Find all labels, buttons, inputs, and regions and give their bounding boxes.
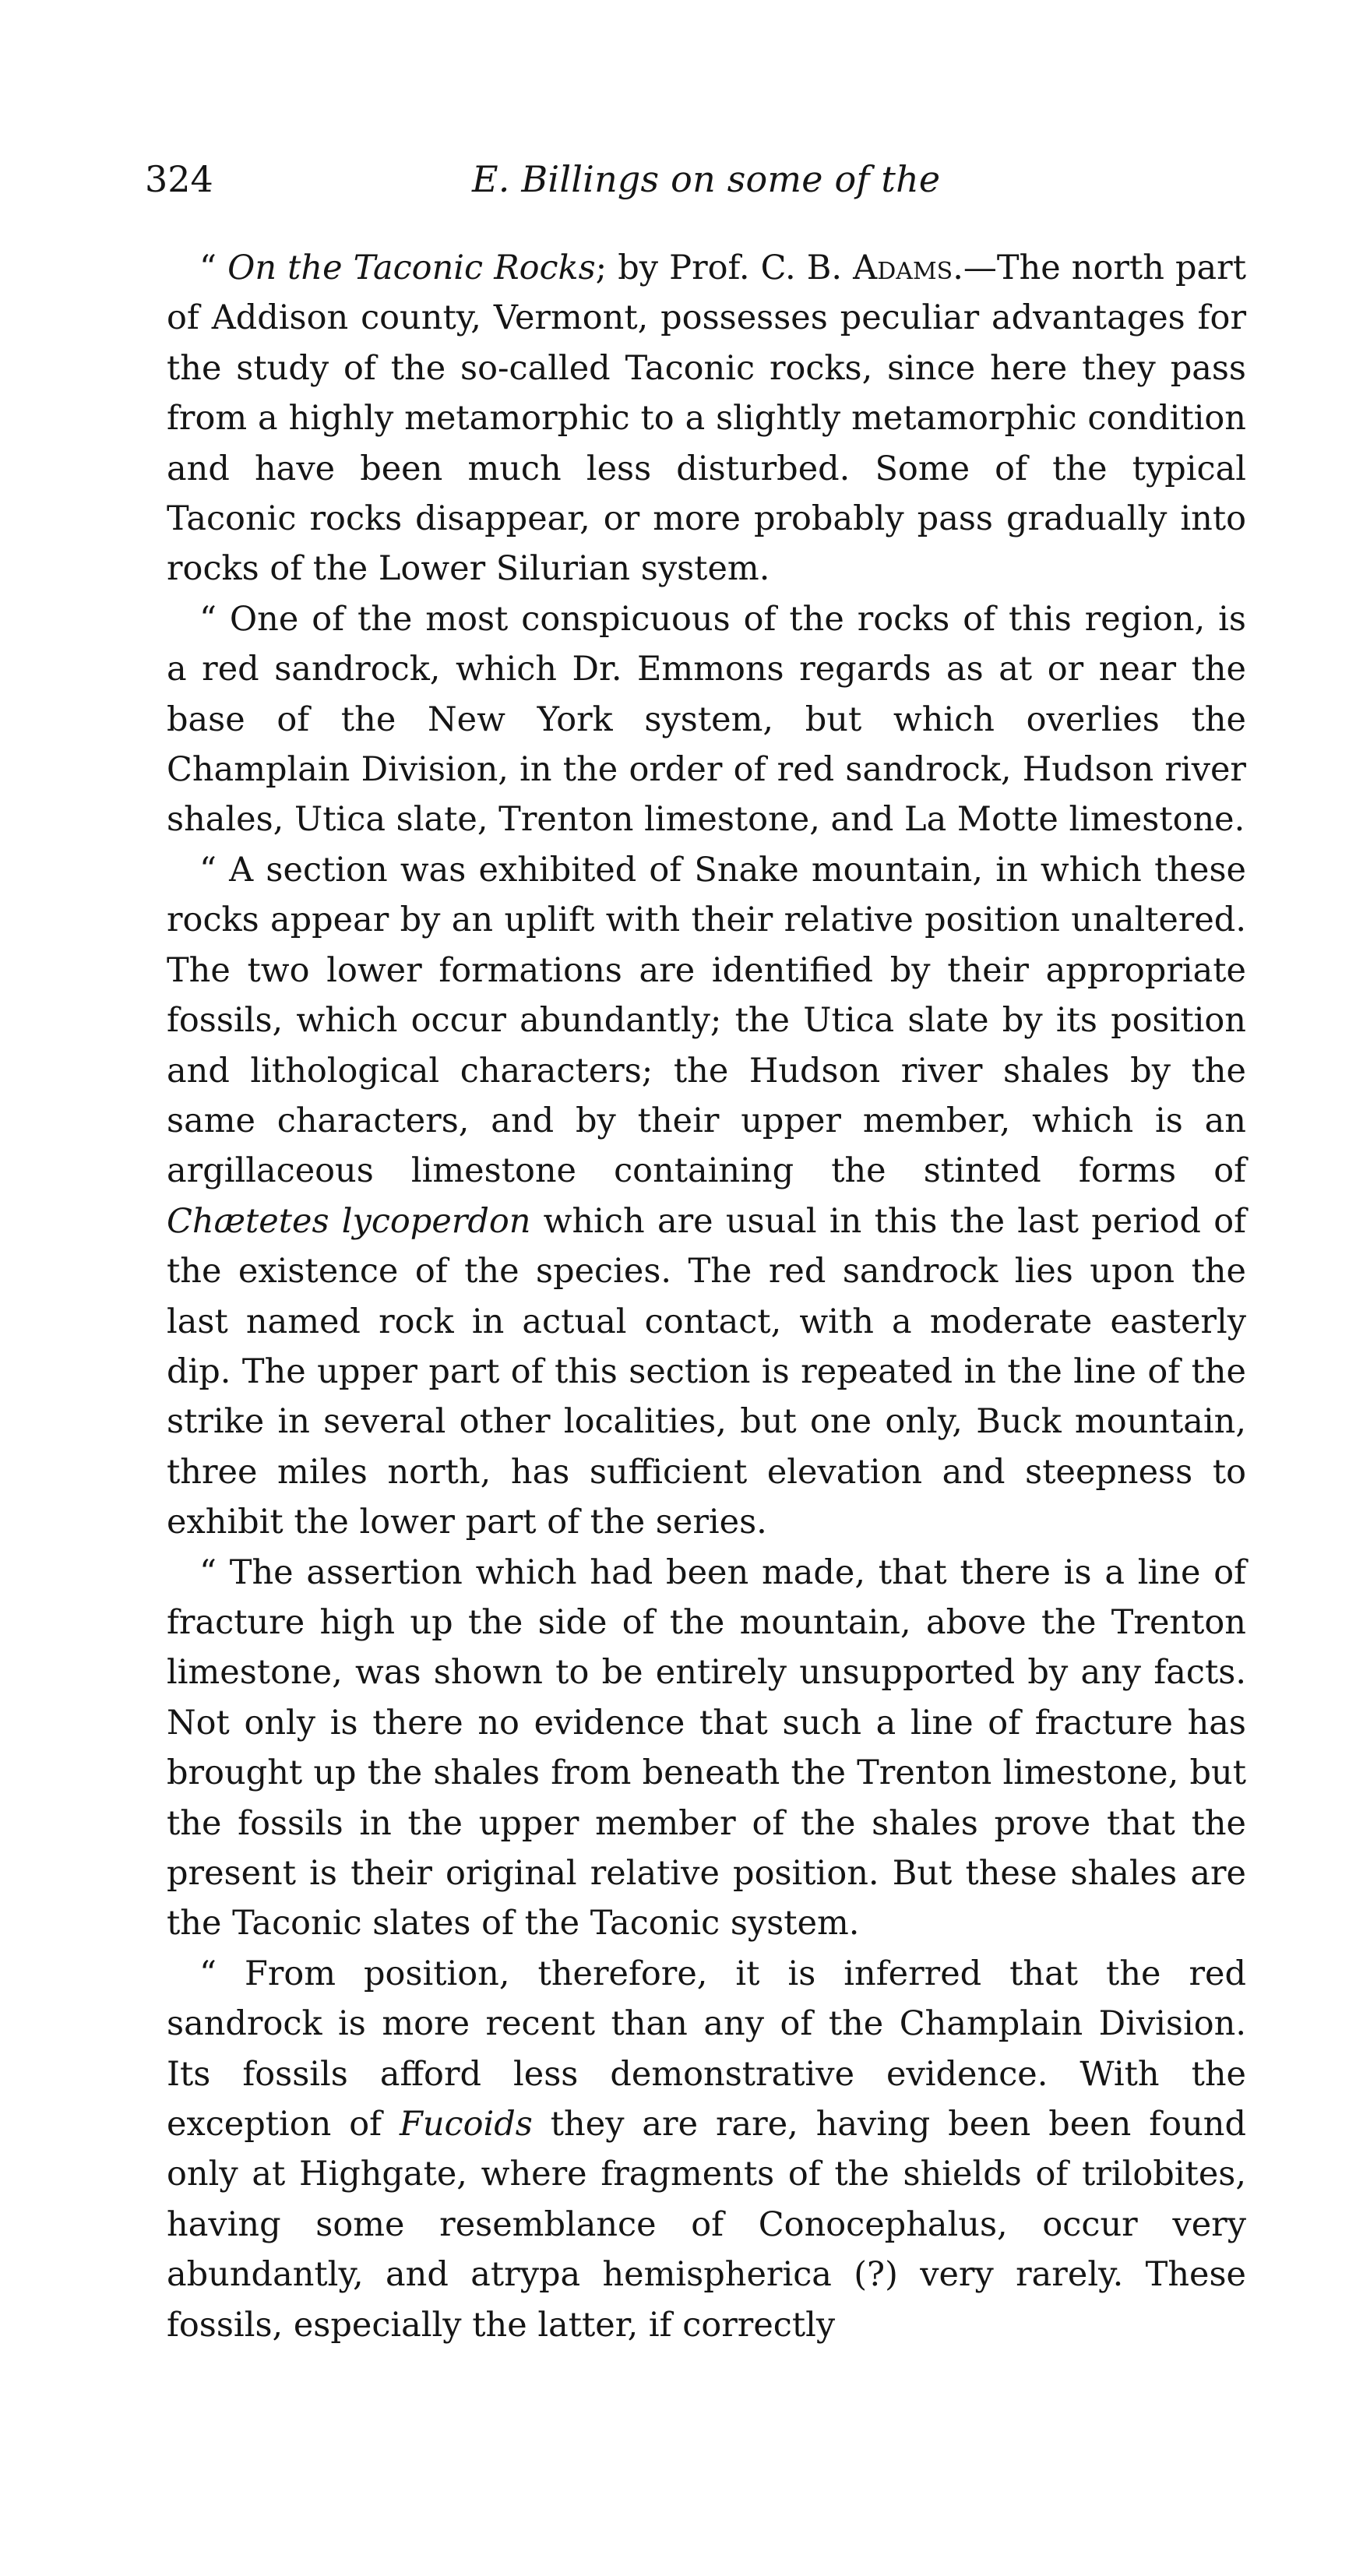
paragraph-text: “ From position, therefore, it is inferred that the red sandrock is more recent than any of the Champlain Division. Its fossils afford less demonstrative evidence. With the exception of [167,1954,1246,2144]
paragraph-text: “ A section was exhibited of Snake mountain, in which these rocks appear by an uplift with their relative position unaltered. The two lower formations are identified by their appropriate fossils, which occur abundantly; the Utica slate by its position and lithological characters; the Hudson river shales by the same characters, and by their upper member, which is an argillaceous limestone containing the stinted forms of [167,850,1246,1191]
paragraph-text: “ The assertion which had been made, that there is a line of fracture high up the side of the mountain, above the Trenton limestone, was shown to be entirely unsupported by any facts. Not only is there no evidence that such a line of fracture has brought up the shales from beneath the Trenton limestone, but the fossils in the upper member of the shales prove that the present is their original relative position. But these shales are the Taconic slates of the Taconic system. [167,1552,1246,1943]
paragraph-line-of-fracture [167,1548,1246,1949]
species-name: Chætetes lycoperdon [167,1201,531,1241]
author-name: Adams [853,248,953,287]
paragraph-text: .—The north part of Addison county, Vermont, possesses peculiar advantages for the study of the so-called Taconic rocks, since here they pass from a highly metamorphic to a slightly metamorphic condition and have been much less disturbed. Some of the typical Taconic rocks disappear, or more probably pass gradually into rocks of the Lower Silurian system. [167,248,1246,589]
byline-text: ; by Prof. C. B. [595,248,854,287]
page-header [145,156,1246,210]
paragraph-text: they are rare, having been been found only at Highgate, where fragments of the shields of trilobites, having some resemblance of Conocephalus, occur very abundantly, and atrypa hemispherica (?) very rarely. These fossils, especially the latter, if correctly [167,2105,1246,2345]
running-head: E. Billings on some of the [472,158,941,200]
opening-quote: “ [199,248,228,287]
paragraph-text: “ One of the most conspicuous of the rocks of this region, is a red sandrock, which Dr. Emmons regards as at or near the base of the New York system, but which overlies the Champlain Division, in the order of red sandrock, Hudson river shales, Utica slate, Trenton limestone, and La Motte limestone. [167,599,1246,840]
body-text [167,243,1246,2350]
fossil-term: Fucoids [400,2105,533,2144]
article-title: On the Taconic Rocks [227,248,596,287]
paragraph-snake-mountain [167,845,1246,1548]
page-number: 324 [145,158,213,200]
paragraph-taconic-rocks [167,243,1246,594]
paragraph-from-position [167,1949,1246,2350]
paragraph-text: which are usual in this the last period of the existence of the species. The red sandrock lies upon the last named rock in actual contact, with a moderate easterly dip. The upper part of this section is repeated in the line of the strike in several other localities, but one only, Buck mountain, three miles north, has sufficient elevation and steepness to exhibit the lower part of the series. [167,1201,1247,1542]
paragraph-red-sandrock [167,594,1246,845]
